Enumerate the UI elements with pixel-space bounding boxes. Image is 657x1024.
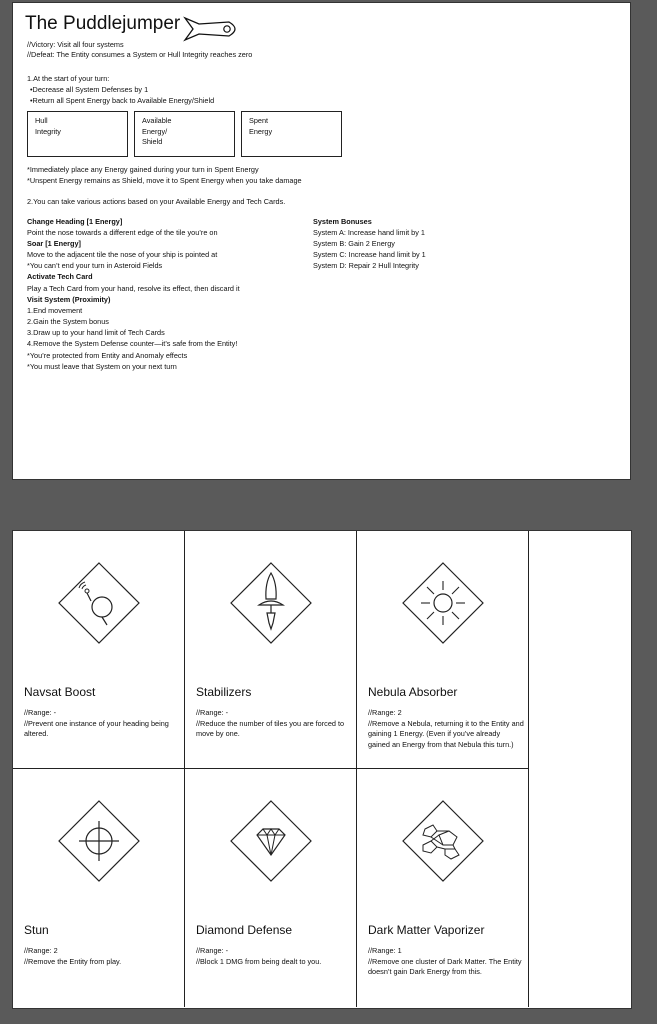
page-title: The Puddlejumper bbox=[25, 13, 181, 34]
hull-integrity-box: Hull Integrity bbox=[27, 111, 128, 157]
card-name: Stun bbox=[24, 923, 49, 937]
note-2: *Unspent Energy remains as Shield, move it to Spent Energy when you take damage bbox=[27, 176, 302, 185]
system-bonus: System D: Repair 2 Hull Integrity bbox=[313, 261, 419, 270]
system-bonuses-title: System Bonuses bbox=[313, 217, 372, 226]
action-line: 2.Gain the System bonus bbox=[27, 317, 109, 326]
step-1-b: •Return all Spent Energy back to Available Energy/Shield bbox=[30, 96, 215, 105]
card-description: //Range: - //Block 1 DMG from being dealt to you. bbox=[196, 946, 322, 966]
defeat-text: //Defeat: The Entity consumes a System or Hull Integrity reaches zero bbox=[27, 50, 253, 59]
card-name: Navsat Boost bbox=[24, 685, 96, 699]
card-description: //Range: - //Reduce the number of tiles you are forced to move by one. bbox=[196, 708, 345, 739]
action-line: 1.End movement bbox=[27, 306, 83, 315]
action-line: 4.Remove the System Defense counter—it’s safe from the Entity! bbox=[27, 339, 238, 348]
card-name: Dark Matter Vaporizer bbox=[368, 923, 485, 937]
rocket-icon bbox=[229, 561, 313, 645]
action-line: *You must leave that System on your next turn bbox=[27, 362, 177, 371]
tech-card-diamond-defense[interactable] bbox=[185, 769, 357, 1007]
victory-text: //Victory: Visit all four systems bbox=[27, 40, 124, 49]
action-line: *You’re protected from Entity and Anomaly effects bbox=[27, 351, 188, 360]
spent-energy-box: Spent Energy bbox=[241, 111, 342, 157]
sun-icon bbox=[401, 561, 485, 645]
card-description: //Range: 2 //Remove a Nebula, returning it to the Entity and gaining 1 Energy. (Even if you’ve already gained an Energy from that Nebula this turn.) bbox=[368, 708, 524, 749]
tech-cards-sheet bbox=[12, 530, 632, 1009]
step-1-a: •Decrease all System Defenses by 1 bbox=[30, 85, 149, 94]
step-2: 2.You can take various actions based on your Available Energy and Tech Cards. bbox=[27, 197, 286, 206]
card-description: //Range: 1 //Remove one cluster of Dark Matter. The Entity doesn’t gain Dark Energy from this. bbox=[368, 946, 522, 977]
action-heading: Soar [1 Energy] bbox=[27, 239, 81, 248]
action-line: Move to the adjacent tile the nose of your ship is pointed at bbox=[27, 250, 218, 259]
tech-card-stabilizers[interactable] bbox=[185, 531, 357, 769]
available-energy-box: Available Energy/ Shield bbox=[134, 111, 235, 157]
action-line: Point the nose towards a different edge of the tile you’re on bbox=[27, 228, 218, 237]
tech-card-stun[interactable] bbox=[13, 769, 185, 1007]
spaceship-icon bbox=[183, 16, 243, 42]
card-name: Nebula Absorber bbox=[368, 685, 458, 699]
tech-card-navsat-boost[interactable] bbox=[13, 531, 185, 769]
card-description: //Range: - //Prevent one instance of your heading being altered. bbox=[24, 708, 169, 739]
satellite-icon bbox=[57, 561, 141, 645]
note-1: *Immediately place any Energy gained during your turn in Spent Energy bbox=[27, 165, 259, 174]
action-heading: Activate Tech Card bbox=[27, 272, 93, 281]
action-line: *You can’t end your turn in Asteroid Fields bbox=[27, 261, 163, 270]
tech-card-dark-matter-vaporizer[interactable] bbox=[357, 769, 529, 1007]
action-heading: Change Heading [1 Energy] bbox=[27, 217, 123, 226]
dark-matter-icon bbox=[401, 799, 485, 883]
crosshair-icon bbox=[57, 799, 141, 883]
system-bonus: System C: Increase hand limit by 1 bbox=[313, 250, 426, 259]
card-name: Stabilizers bbox=[196, 685, 252, 699]
action-line: 3.Draw up to your hand limit of Tech Cards bbox=[27, 328, 165, 337]
diamond-icon bbox=[229, 799, 313, 883]
system-bonus: System A: Increase hand limit by 1 bbox=[313, 228, 425, 237]
step-1: 1.At the start of your turn: bbox=[27, 74, 110, 83]
system-bonus: System B: Gain 2 Energy bbox=[313, 239, 395, 248]
card-name: Diamond Defense bbox=[196, 923, 293, 937]
card-description: //Range: 2 //Remove the Entity from play. bbox=[24, 946, 122, 966]
rules-sheet bbox=[12, 2, 631, 480]
tech-card-nebula-absorber[interactable] bbox=[357, 531, 529, 769]
action-line: Play a Tech Card from your hand, resolve its effect, then discard it bbox=[27, 284, 240, 293]
action-heading: Visit System (Proximity) bbox=[27, 295, 111, 304]
